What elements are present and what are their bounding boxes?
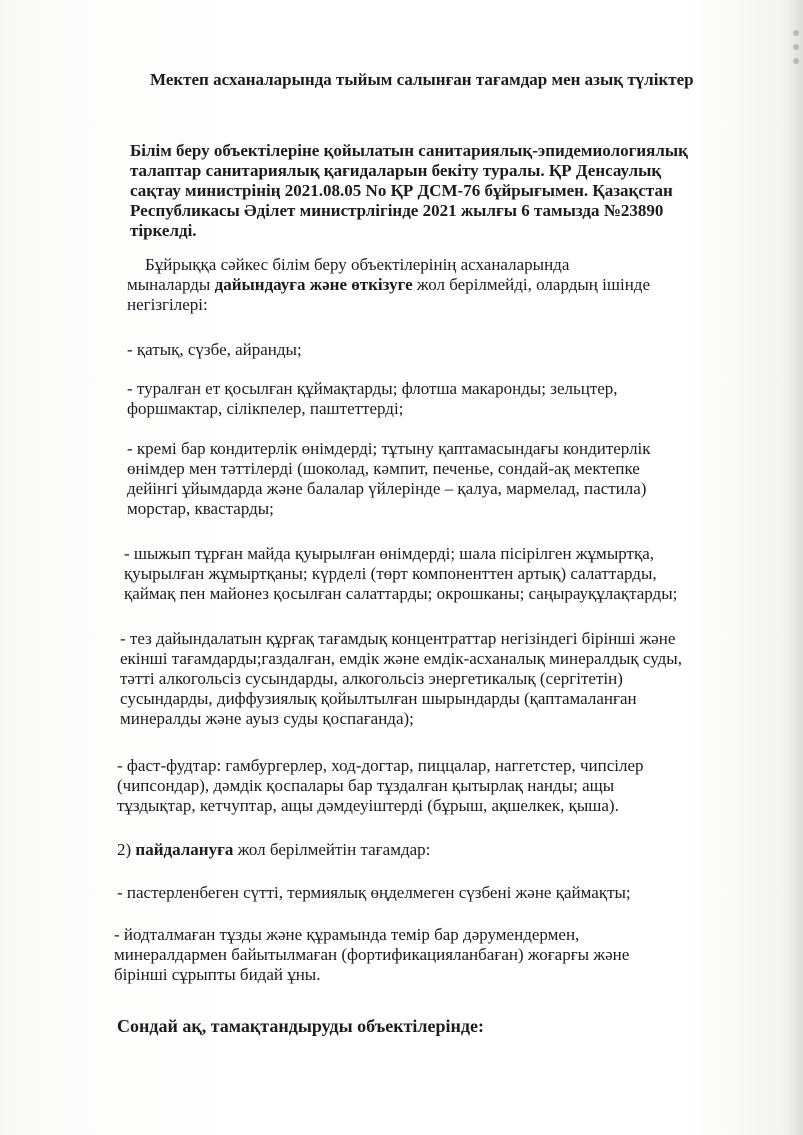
decree-reference bbox=[130, 141, 750, 241]
list-item-text: өнімдер мен тәттілерді (шоколад, кәмпит, печенье, сондай-ақ мектепке bbox=[127, 459, 640, 478]
list-item-drinks bbox=[120, 629, 760, 729]
intro-line bbox=[127, 275, 767, 295]
closing-heading: Сондай ақ, тамақтандыруды объектілерінде: bbox=[117, 1016, 484, 1036]
list-item-text: сусындарды, диффузиялық қойылтылған шырындарды (қаптамаланған bbox=[120, 689, 637, 708]
intro-text: мыналарды bbox=[127, 275, 215, 294]
list-item-text: минералды және ауыз суды қоспағанда); bbox=[120, 709, 414, 728]
list-item-milk bbox=[117, 883, 757, 903]
section-2-heading bbox=[117, 840, 757, 860]
intro-emphasis: дайындауға және өткізуге bbox=[214, 275, 413, 294]
list-item-fastfood bbox=[117, 756, 757, 816]
decree-line: Білім беру объектілеріне қойылатын санитариялық-эпидемиологиялық bbox=[130, 141, 688, 160]
decree-line: Республикасы Әділет министрлігінде 2021 жылғы 6 тамызда №23890 bbox=[130, 201, 664, 220]
list-item-text: (чипсондар), дәмдік қоспалары бар тұздалған қытырлақ нанды; ащы bbox=[117, 776, 615, 795]
list-item-text: дейінгі ұйымдарда және балалар үйлерінде – қалуа, мармелад, пастила) bbox=[127, 479, 647, 498]
list-item-text: қаймақ пен майонез қосылған салаттарды; окрошканы; саңырауқұлақтарды; bbox=[124, 584, 678, 603]
intro-text: жол берілмейді, олардың ішінде bbox=[412, 275, 650, 294]
decree-line: тіркелді. bbox=[130, 221, 197, 240]
list-item-text: - кремі бар кондитерлік өнімдерді; тұтыну қаптамасындағы кондитерлік bbox=[127, 439, 651, 458]
list-item-text: - тез дайындалатын құрғақ тағамдық концентраттар негізіндегі бірінші және bbox=[120, 629, 676, 648]
list-item-text: бірінші сұрыпты бидай ұны. bbox=[114, 965, 321, 984]
page-edge-shadow bbox=[789, 0, 803, 1135]
decree-line: талаптар санитариялық қағидаларын бекіту туралы. ҚР Денсаулық bbox=[130, 161, 662, 180]
list-item-text: - йодталмаған тұзды және құрамында темір бар дәрумендермен, bbox=[114, 925, 580, 944]
binder-marks bbox=[791, 30, 801, 90]
list-item-text: морстар, квастарды; bbox=[127, 499, 274, 518]
intro-line: негізгілері: bbox=[127, 295, 208, 314]
section-number: 2) bbox=[117, 840, 136, 859]
section-text: жол берілмейтін тағамдар: bbox=[233, 840, 431, 859]
list-item-text: - шыжып тұрған майда қуырылған өнімдерді; шала пісірілген жұмыртқа, bbox=[124, 544, 654, 563]
list-item-text: минералдармен байытылмаған (фортификацияланбаған) жоғарғы және bbox=[114, 945, 630, 964]
intro-paragraph bbox=[127, 255, 767, 315]
list-item-text: форшмактар, сілікпелер, паштеттерді; bbox=[127, 399, 404, 418]
list-item-salt-flour bbox=[114, 925, 754, 985]
page-title: Мектеп асханаларында тыйым салынған тағамдар мен азық түліктер bbox=[150, 70, 694, 89]
list-item-confectionery bbox=[127, 439, 767, 519]
list-item-text: - туралған ет қосылған құймақтарды; флотша макаронды; зельцтер, bbox=[127, 379, 618, 398]
intro-line: Бұйрыққа сәйкес білім беру объектілерінің асханаларында bbox=[145, 255, 570, 274]
list-item-text: тәтті алкогольсіз сусындарды, алкогольсіз энергетикалық (сергітетін) bbox=[120, 669, 623, 688]
list-item-text: тұздықтар, кетчуптар, ащы дәмдеуіштерді (бұрыш, ақшелкек, қыша). bbox=[117, 796, 619, 815]
list-item-dairy bbox=[127, 340, 767, 360]
decree-line: сақтау министрінің 2021.08.05 No ҚР ДСМ-76 бұйрығымен. Қазақстан bbox=[130, 181, 673, 200]
list-item-text: - пастерленбеген сүтті, термиялық өңделмеген сүзбені және қаймақты; bbox=[117, 883, 631, 902]
list-item-text: - фаст-фудтар: гамбургерлер, ход-догтар, пиццалар, наггетстер, чипсілер bbox=[117, 756, 644, 775]
list-item-text: қуырылған жұмыртқаны; күрделі (төрт компоненттен артық) салаттарды, bbox=[124, 564, 657, 583]
list-item-text: - қатық, сүзбе, айранды; bbox=[127, 340, 302, 359]
list-item-fried bbox=[124, 544, 764, 604]
section-emphasis: пайдалануға bbox=[135, 840, 234, 859]
list-item-meat bbox=[127, 379, 767, 419]
list-item-text: екінші тағамдарды;газдалған, емдік және емдік-асханалық минералдық суды, bbox=[120, 649, 682, 668]
